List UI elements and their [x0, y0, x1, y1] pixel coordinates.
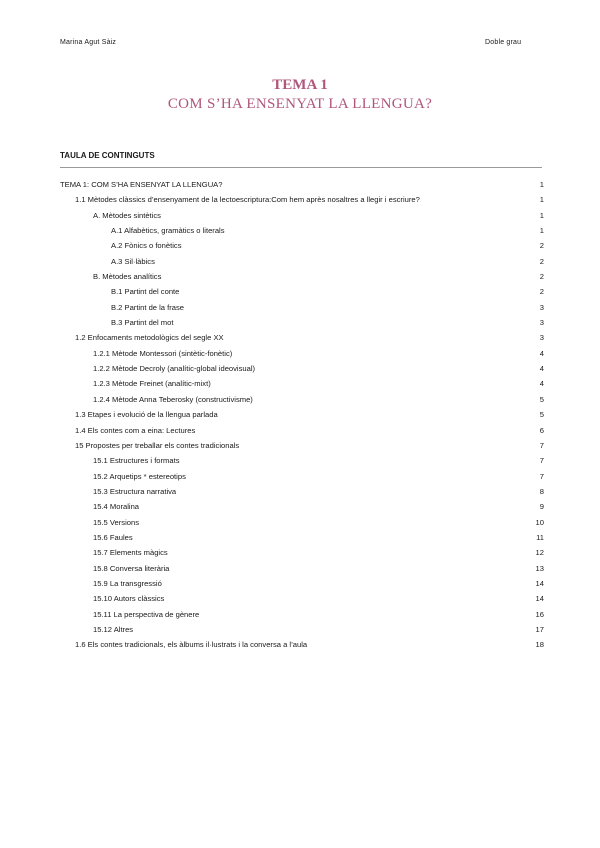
toc-entry-page: 13	[535, 563, 544, 573]
toc-entry-text: 15.5 Versions	[93, 517, 140, 527]
toc-entry-text: 15.12 Altres	[93, 624, 134, 634]
toc-entry-page: 1	[539, 195, 544, 205]
toc-entry[interactable]	[60, 395, 544, 410]
toc-entry[interactable]	[60, 257, 544, 272]
toc-entry[interactable]	[60, 364, 544, 379]
toc-entry-page: 4	[539, 348, 544, 358]
toc-entry[interactable]	[60, 303, 544, 318]
toc-entry[interactable]	[60, 564, 544, 579]
toc-entry-page: 10	[535, 517, 544, 527]
document-subtitle: COM S’HA ENSENYAT LA LLENGUA?	[167, 96, 433, 112]
toc-entry-text: 15.6 Faules	[93, 532, 133, 542]
toc-entry[interactable]	[60, 625, 544, 640]
toc-entry-text: TEMA 1: COM S’HA ENSENYAT LA LLENGUA?	[60, 180, 223, 189]
toc-entry[interactable]	[60, 502, 544, 517]
toc-entry[interactable]	[60, 487, 544, 502]
toc-entry-text: A. Mètodes sintètics	[93, 210, 161, 220]
toc-entry[interactable]	[60, 410, 544, 425]
toc-entry[interactable]	[60, 333, 544, 348]
toc-entry[interactable]	[60, 518, 544, 533]
toc-entry-page: 3	[539, 333, 544, 343]
toc-entry[interactable]	[60, 610, 544, 625]
toc-entry[interactable]	[60, 548, 544, 563]
toc-entry-text: 15.10 Autors clàssics	[93, 594, 165, 604]
toc-entry-text: B.1 Partint del conte	[111, 287, 180, 297]
toc-divider	[60, 167, 542, 168]
toc-entry[interactable]	[60, 441, 544, 456]
toc-entry-text: 15.8 Conversa literària	[93, 563, 170, 573]
toc-entry[interactable]	[60, 379, 544, 394]
toc-entry[interactable]	[60, 349, 544, 364]
toc-entry-page: 2	[539, 287, 544, 297]
toc-entry-page: 1	[539, 180, 544, 189]
toc-entry-text: 15.3 Estructura narrativa	[93, 486, 177, 496]
toc-entry-text: 1.2.4 Mètode Anna Teberosky (constructivisme)	[93, 394, 253, 404]
toc-entry-text: B.3 Partint del mot	[111, 318, 174, 328]
toc-entry-page: 2	[539, 241, 544, 251]
toc-entry-text: 1.2.2 Mètode Decroly (analític-global ideovisual)	[93, 364, 256, 374]
toc-entry[interactable]	[60, 579, 544, 594]
toc-entry-page: 14	[535, 594, 544, 604]
header-course: Doble grau	[485, 39, 522, 46]
toc-entry-text: A.1 Alfabètics, gramàtics o literals	[111, 226, 225, 236]
toc-entry-text: 15.9 La transgressió	[93, 578, 162, 588]
table-of-contents	[60, 180, 544, 656]
toc-entry[interactable]	[60, 211, 544, 226]
toc-entry-page: 18	[535, 640, 544, 650]
toc-entry-page: 4	[539, 379, 544, 389]
toc-entry-text: 1.4 Els contes com a eina: Lectures	[75, 425, 196, 435]
toc-entry-page: 9	[539, 502, 544, 512]
toc-entry[interactable]	[60, 426, 544, 441]
toc-entry[interactable]	[60, 180, 544, 195]
toc-entry-page: 7	[539, 471, 544, 481]
toc-entry-text: 1.2 Enfocaments metodològics del segle XX	[75, 333, 224, 343]
toc-entry-page: 2	[539, 272, 544, 282]
header-author: Marina Agut Sàiz	[60, 39, 117, 46]
toc-entry-page: 7	[539, 456, 544, 466]
toc-entry-page: 7	[539, 440, 544, 450]
toc-entry-text: 1.3 Etapes i evolució de la llengua parlada	[75, 410, 218, 420]
toc-entry[interactable]	[60, 272, 544, 287]
toc-entry-page: 3	[539, 318, 544, 328]
toc-entry-text: 1.2.3 Mètode Freinet (analític-mixt)	[93, 379, 211, 389]
toc-entry-page: 8	[539, 486, 544, 496]
toc-entry-page: 3	[539, 302, 544, 312]
toc-entry-text: 15.7 Elements màgics	[93, 548, 168, 558]
toc-entry-text: B.2 Partint de la frase	[111, 302, 185, 312]
toc-entry[interactable]	[60, 533, 544, 548]
document-title: TEMA 1	[272, 77, 328, 93]
toc-entry-page: 14	[535, 578, 544, 588]
toc-entry-text: 15 Propostes per treballar els contes tradicionals	[75, 440, 240, 450]
toc-entry[interactable]	[60, 594, 544, 609]
toc-entry-text: A.2 Fònics o fonètics	[111, 241, 182, 251]
toc-entry-page: 1	[539, 210, 544, 220]
toc-entry[interactable]	[60, 195, 544, 210]
toc-heading: TAULA DE CONTINGUTS	[60, 151, 155, 160]
toc-entry-text: 15.4 Moralina	[93, 502, 140, 512]
toc-entry-text: 15.11 La perspectiva de gènere	[93, 609, 200, 619]
toc-entry-text: 15.1 Estructures i formats	[93, 456, 180, 466]
toc-entry-page: 11	[536, 532, 544, 542]
toc-entry-text: 15.2 Arquetips * estereotips	[93, 471, 186, 481]
toc-entry[interactable]	[60, 456, 544, 471]
toc-entry[interactable]	[60, 472, 544, 487]
toc-entry-page: 4	[539, 364, 544, 374]
toc-entry-page: 2	[539, 256, 544, 266]
toc-entry[interactable]	[60, 241, 544, 256]
toc-entry-text: 1.1 Mètodes clàssics d’ensenyament de la lectoescriptura:Com hem après nosaltres a llegir i escriure?	[75, 195, 420, 205]
toc-entry-text: B. Mètodes analítics	[93, 272, 162, 282]
toc-entry-text: A.3 Sil·làbics	[111, 256, 155, 266]
toc-entry-page: 1	[539, 226, 544, 236]
toc-entry[interactable]	[60, 640, 544, 655]
toc-entry-page: 6	[539, 425, 544, 435]
toc-entry-text: 1.6 Els contes tradicionals, els àlbums il·lustrats i la conversa a l’aula	[75, 640, 308, 650]
toc-entry[interactable]	[60, 287, 544, 302]
toc-entry[interactable]	[60, 318, 544, 333]
toc-entry-page: 5	[539, 394, 544, 404]
toc-entry-page: 16	[535, 609, 544, 619]
toc-entry-page: 5	[539, 410, 544, 420]
toc-entry-text: 1.2.1 Mètode Montessori (sintètic-fonètic)	[93, 348, 233, 358]
toc-entry[interactable]	[60, 226, 544, 241]
toc-entry-page: 17	[535, 624, 544, 634]
toc-entry-page: 12	[535, 548, 544, 558]
